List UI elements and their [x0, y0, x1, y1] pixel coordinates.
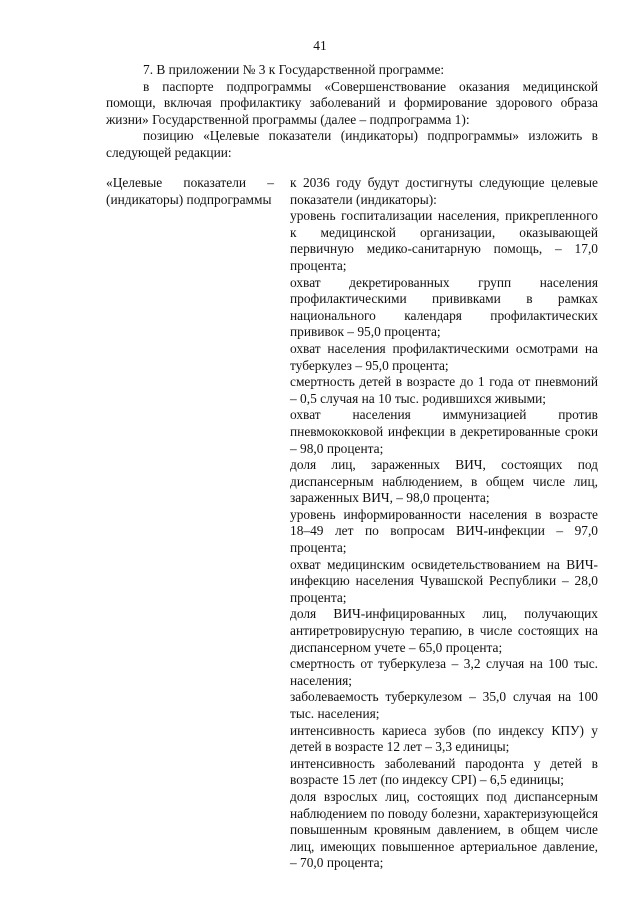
- indicator-item: охват населения профилактическими осмотрами на туберкулез – 95,0 процента;: [290, 340, 598, 373]
- indicator-item: охват населения иммунизацией против пневмококковой инфекции в декретированные сроки – 98,0 процента;: [290, 407, 598, 456]
- indicator-item: доля взрослых лиц, состоящих под диспансерным наблюдением по поводу болезни, характеризующейся повышенным кровяным давлением, в общем числе лиц, имеющих повышенное артериальное давление, – 70,0 процента;: [290, 788, 598, 871]
- position-label: «Целевые показатели – (индикаторы) подпрограммы: [106, 175, 274, 207]
- subprogram-passport-reference: в паспорте подпрограммы «Совершенствование оказания медицинской помощи, включая профилактику заболеваний и формирование здорового образа жизни» Государственной программы (далее – подпрограмма 1):: [106, 78, 598, 127]
- indicator-item: смертность детей в возрасте до 1 года от пневмоний – 0,5 случая на 10 тыс. родившихся живыми;: [290, 374, 598, 406]
- indicator-item: доля лиц, зараженных ВИЧ, состоящих под диспансерным наблюдением, в общем числе лиц, зараженных ВИЧ, – 98,0 процента;: [290, 457, 598, 506]
- page-number: 41: [313, 38, 327, 53]
- indicator-item: интенсивность кариеса зубов (по индексу КПУ) у детей в возрасте 12 лет – 3,3 единицы;: [290, 722, 598, 755]
- indicator-item: доля ВИЧ-инфицированных лиц, получающих антиретровирусную терапию, в числе состоящих на диспансерном учете – 65,0 процента;: [290, 606, 598, 655]
- indicator-item: охват медицинским освидетельствованием на ВИЧ-инфекцию населения Чувашской Республики – 28,0 процента;: [290, 556, 598, 605]
- indicator-item: уровень информированности населения в возрасте 18–49 лет по вопросам ВИЧ-инфекции – 97,0 процента;: [290, 506, 598, 556]
- indicator-item: заболеваемость туберкулезом – 35,0 случая на 100 тыс. населения;: [290, 689, 598, 721]
- amendment-intro: [106, 62, 598, 162]
- indicator-item: смертность от туберкулеза – 3,2 случая на 100 тыс. населения;: [290, 656, 598, 688]
- indicator-item: к 2036 году будут достигнуты следующие целевые показатели (индикаторы):: [290, 175, 598, 207]
- target-indicators-list: [290, 175, 598, 872]
- replacement-instruction: позицию «Целевые показатели (индикаторы) подпрограммы» изложить в следующей редакции:: [106, 128, 598, 160]
- amendment-item-heading: 7. В приложении № 3 к Государственной программе:: [143, 62, 445, 77]
- indicator-item: охват декретированных групп населения профилактическими прививками в рамках национального календаря профилактических прививок – 95,0 процента;: [290, 274, 598, 340]
- indicator-item: уровень госпитализации населения, прикрепленного к медицинской организации, оказывающей первичную медико-санитарную помощь, – 17,0 процента;: [290, 208, 598, 273]
- indicator-item: интенсивность заболеваний пародонта у детей в возрасте 15 лет (по индексу CPI) – 6,5 единицы;: [290, 755, 598, 788]
